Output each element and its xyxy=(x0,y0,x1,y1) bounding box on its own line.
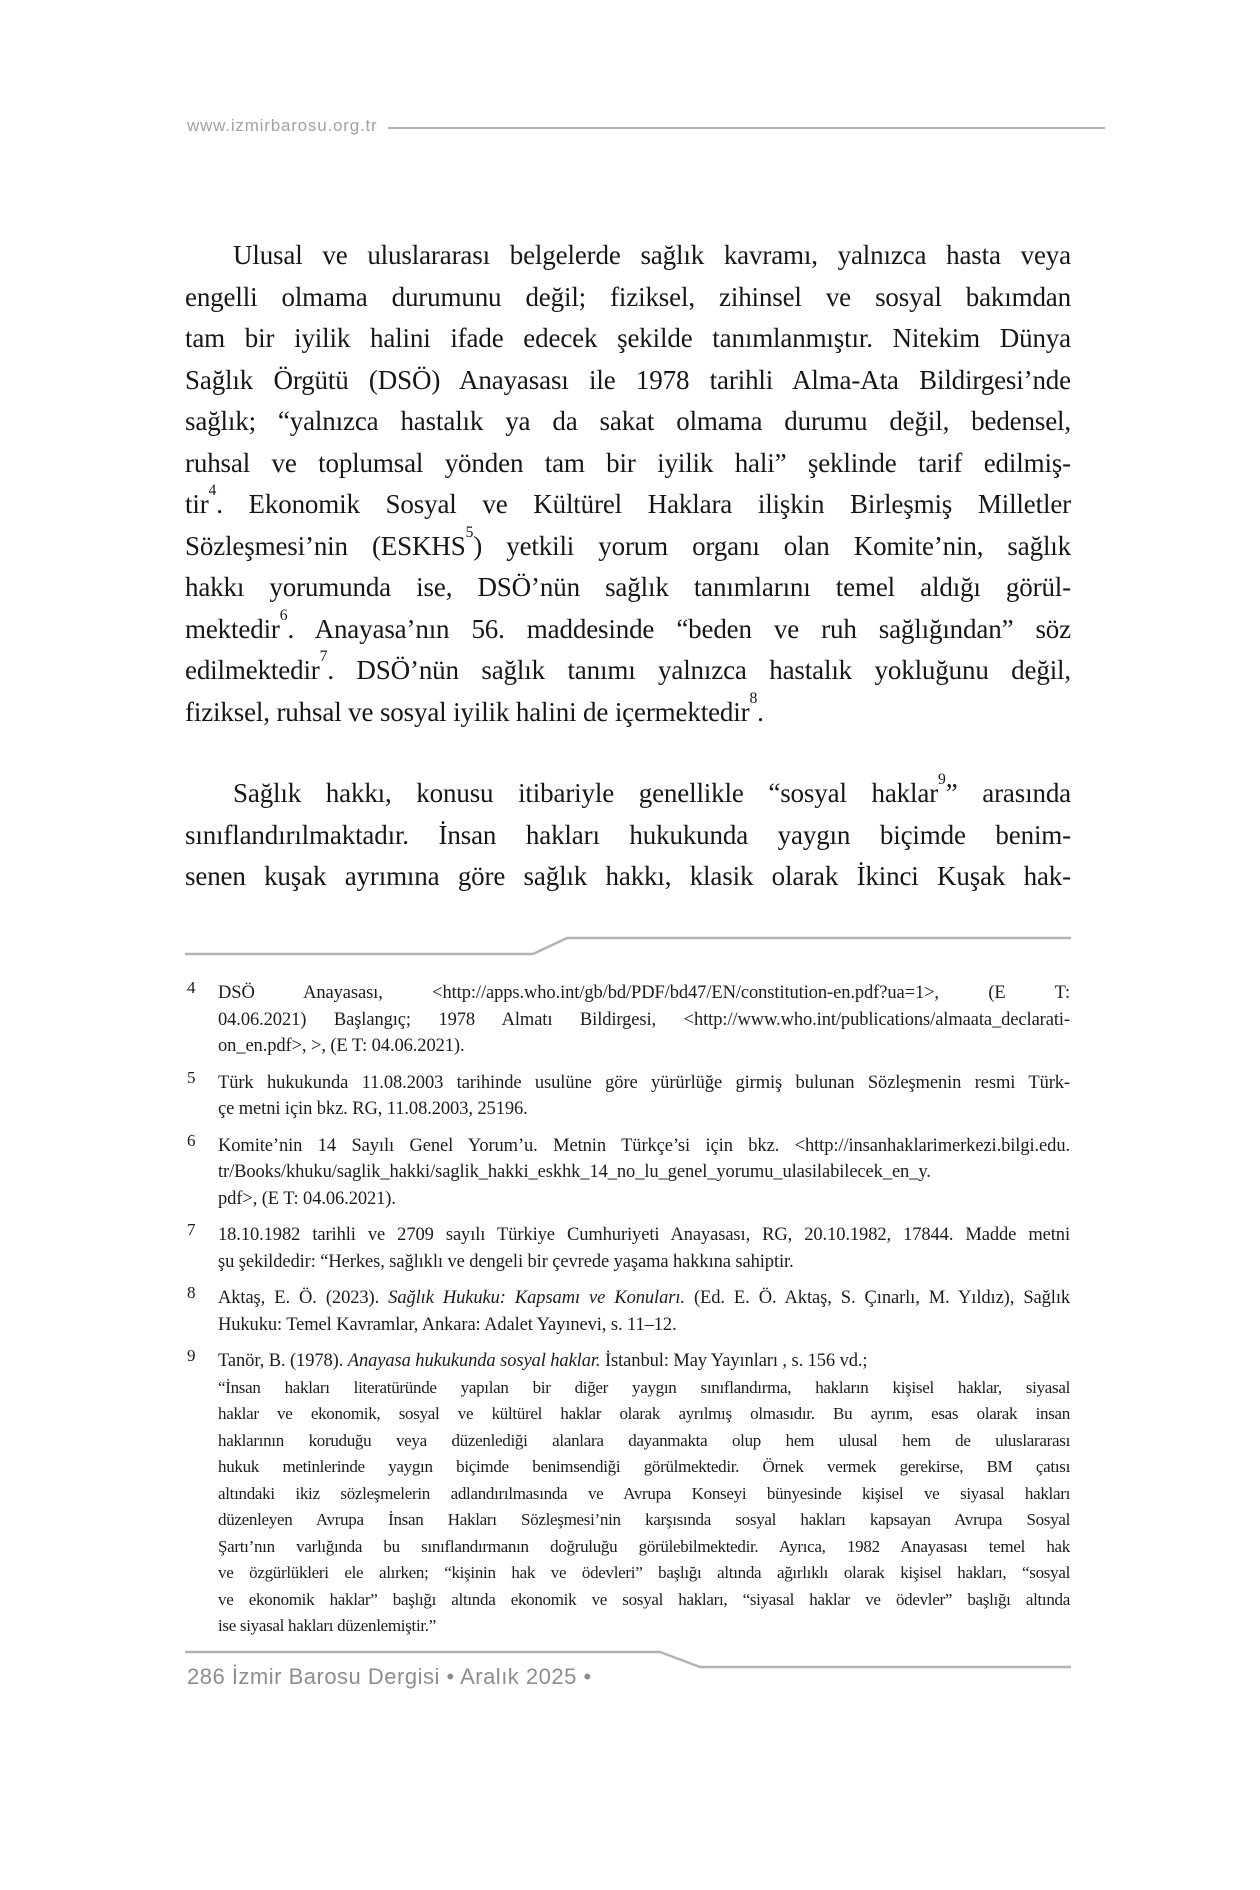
text-line xyxy=(218,1007,1070,1034)
text-segment: sınıflandırılmaktadır. İnsan hakları hukukunda yaygın biçimde benim- xyxy=(185,819,1071,850)
footnote-number: 7 xyxy=(187,1220,196,1239)
footnote-number: 8 xyxy=(187,1283,196,1302)
text-line xyxy=(185,856,1071,898)
text-line xyxy=(218,1285,1070,1312)
text-segment: 04.06.2021) Başlangıç; 1978 Almatı Bildirgesi, <http://www.who.int/publications/almaata_declarati- xyxy=(218,1009,1070,1030)
text-line xyxy=(218,1454,1070,1481)
text-segment: hakkı yorumunda ise, DSÖ’nün sağlık tanımlarını temel aldığı görül- xyxy=(185,572,1071,602)
text-line xyxy=(218,1070,1070,1097)
text-segment: Hukuku: Temel Kavramlar, Ankara: Adalet Yayınevi, s. 11–12. xyxy=(218,1314,677,1335)
text-segment: senen kuşak ayrımına göre sağlık hakkı, klasik olarak İkinci Kuşak hak- xyxy=(185,861,1071,891)
text-line xyxy=(218,1481,1070,1508)
text-line xyxy=(218,1186,1070,1213)
text-line xyxy=(218,1401,1070,1428)
text-line xyxy=(185,318,1071,360)
page-footer: 286 İzmir Barosu Dergisi • Aralık 2025 • xyxy=(187,1664,592,1689)
text-line xyxy=(185,650,1071,692)
text-segment: ve özgürlükleri ele alırken; “kişinin hak ve ödevleri” başlığı altında ağırlıklı olarak kişisel hakları, “sosyal xyxy=(218,1563,1070,1582)
text-line xyxy=(218,1312,1070,1339)
text-segment: “İnsan hakları literatüründe yapılan bir diğer yaygın sınıflandırma, hakların kişisel haklar, siyasal xyxy=(218,1377,1070,1397)
text-line xyxy=(185,443,1071,485)
text-line xyxy=(218,1428,1070,1455)
text-segment: tr/Books/khuku/saglik_hakki/saglik_hakki_eskhk_14_no_lu_genel_yorumu_ulasilabilecek_en_y. xyxy=(218,1162,931,1182)
text-segment: Tanör, B. (1978). xyxy=(218,1351,348,1371)
footnote-item xyxy=(187,1130,1070,1213)
header-rule xyxy=(388,127,1105,129)
text-line xyxy=(218,1133,1070,1160)
footnote-number: 6 xyxy=(187,1130,196,1150)
text-segment: (Ed. E. Ö. Aktaş, S. Çınarlı, M. Yıldız), Sağlık xyxy=(684,1288,1071,1308)
footnote-number: 4 xyxy=(187,978,196,997)
text-segment: düzenleyen Avrupa İnsan Hakları Sözleşmesi’nin karşısında sosyal hakları kapsayan Avrupa Sosyal xyxy=(218,1510,1070,1529)
text-segment: tam bir iyilik halini ifade edecek şekilde tanımlanmıştır. Nitekim Dünya xyxy=(185,323,1071,353)
text-segment: tir xyxy=(185,489,209,519)
text-line xyxy=(185,277,1071,319)
text-line xyxy=(185,235,1071,277)
text-segment: Komite’nin 14 Sayılı Genel Yorum’u. Metnin Türkçe’si için bkz. <http://insanhaklarimerkezi.bilgi.edu. xyxy=(218,1135,1070,1156)
text-segment: Sağlık hakkı, konusu itibariyle genellikle “sosyal haklar xyxy=(233,778,939,808)
text-line xyxy=(218,1096,1070,1123)
text-line xyxy=(218,1534,1070,1561)
text-line xyxy=(185,689,1071,734)
text-segment: Sözleşmesi’nin (ESKHS xyxy=(185,530,466,561)
text-segment: ve ekonomik haklar” başlığı altında ekonomik ve sosyal hakları, “siyasal haklar ve ödevler” başlığı altında xyxy=(218,1589,1070,1609)
text-line xyxy=(185,773,1071,815)
footnote-item xyxy=(187,1220,1070,1275)
footnote-number: 5 xyxy=(187,1067,196,1087)
text-line xyxy=(185,523,1071,568)
text-segment: fiziksel, ruhsal ve sosyal iyilik halini de içermektedir xyxy=(185,696,750,727)
text-line xyxy=(218,1375,1070,1402)
footnote-ref-superscript: 5 xyxy=(465,523,474,541)
footnote-ref-superscript: 6 xyxy=(279,606,288,624)
text-segment: edilmektedir xyxy=(185,655,320,685)
header-website-url: www.izmirbarosu.org.tr xyxy=(187,116,378,135)
text-segment: DSÖ Anayasası, <http://apps.who.int/gb/bd/PDF/bd47/EN/constitution-en.pdf?ua=1>, (E T: xyxy=(218,983,1070,1003)
footnote-separator xyxy=(185,928,1071,960)
paragraph xyxy=(185,773,1071,898)
text-segment: hukuk metinlerinde yaygın biçimde benimsendiği görülmektedir. Örnek vermek gerekirse, BM çatısı xyxy=(218,1457,1070,1476)
text-line xyxy=(218,1222,1070,1249)
body-text xyxy=(185,235,1071,898)
text-segment: . Anayasa’nın 56. maddesinde “beden ve ruh sağlığından” söz xyxy=(287,613,1071,644)
text-segment: 18.10.1982 tarihli ve 2709 sayılı Türkiye Cumhuriyeti Anayasası, RG, 20.10.1982, 17844. Madde metni xyxy=(218,1225,1070,1245)
text-segment: haklarının koruduğu veya düzenlediği alanlara dayanmakta olup hem ulusal hem de uluslararası xyxy=(218,1430,1070,1450)
text-line xyxy=(218,1033,1070,1060)
italic-title-text: Anayasa hukukunda sosyal haklar. xyxy=(347,1351,601,1371)
text-segment: haklar ve ekonomik, sosyal ve kültürel haklar olarak ayrılmış olmasıdır. Bu ayrım, esas olarak insan xyxy=(218,1404,1070,1423)
text-segment: on_en.pdf>, >, (E T: 04.06.2021). xyxy=(218,1036,465,1056)
paragraph xyxy=(185,235,1071,733)
footnote-item xyxy=(187,1067,1070,1123)
text-segment: ” arasında xyxy=(945,778,1071,808)
italic-title-text: Sağlık Hukuku: Kapsamı ve Konuları. xyxy=(388,1288,685,1308)
text-line xyxy=(218,1613,1070,1640)
text-segment: sağlık; “yalnızca hastalık ya da sakat olmama durumu değil, bedensel, xyxy=(185,406,1071,436)
footnote-ref-superscript: 7 xyxy=(319,648,328,666)
text-line xyxy=(218,1587,1070,1614)
text-segment: . Ekonomik Sosyal ve Kültürel Haklara ilişkin Birleşmiş Milletler xyxy=(216,489,1071,519)
text-segment: ruhsal ve toplumsal yönden tam bir iyilik hali” şeklinde tarif edilmiş- xyxy=(185,447,1071,478)
text-segment: altındaki ikiz sözleşmelerin adlandırılmasında ve Avrupa Konseyi bünyesinde kişisel ve siyasal hakları xyxy=(218,1483,1070,1503)
footnotes xyxy=(187,978,1071,1650)
text-segment: ise siyasal hakları düzenlemiştir.” xyxy=(218,1616,436,1635)
footnote-item xyxy=(187,978,1070,1060)
text-line xyxy=(218,1348,1070,1375)
text-segment: Sağlık Örgütü (DSÖ) Anayasası ile 1978 tarihli Alma-Ata Bildirgesi’nde xyxy=(185,364,1071,395)
text-line xyxy=(218,1560,1070,1587)
footnote-number: 9 xyxy=(187,1346,196,1365)
text-segment: engelli olmama durumunu değil; fiziksel, zihinsel ve sosyal bakımdan xyxy=(185,281,1071,312)
text-segment: ) yetkili yorum organı olan Komite’nin, sağlık xyxy=(473,530,1071,561)
text-segment: şu şekildedir: “Herkes, sağlıklı ve dengeli bir çevrede yaşama hakkına sahiptir. xyxy=(218,1251,794,1272)
footnote-ref-superscript: 8 xyxy=(749,689,758,707)
text-line xyxy=(185,606,1071,651)
text-line xyxy=(185,815,1071,857)
text-line xyxy=(218,1159,1070,1186)
footnote-ref-superscript: 9 xyxy=(938,771,946,789)
text-segment: . xyxy=(757,696,764,727)
text-segment: Aktaş, E. Ö. (2023). xyxy=(218,1288,389,1308)
text-line xyxy=(218,1249,1070,1276)
footnote-ref-superscript: 4 xyxy=(208,482,217,500)
text-segment: mektedir xyxy=(185,613,280,644)
text-line xyxy=(185,567,1071,609)
text-segment: Şartı’nın varlığında bu sınıflandırmanın doğruluğu görülebilmektedir. Ayrıca, 1982 Anayasası temel hak xyxy=(218,1536,1070,1556)
footnote-item xyxy=(187,1283,1071,1338)
text-line xyxy=(218,980,1070,1007)
text-segment: Türk hukukunda 11.08.2003 tarihinde usulüne göre yürürlüğe girmiş bulunan Sözleşmenin resmi Türk- xyxy=(218,1072,1070,1093)
text-segment: . DSÖ’nün sağlık tanımı yalnızca hastalık yokluğunu değil, xyxy=(327,655,1071,685)
text-segment: pdf>, (E T: 04.06.2021). xyxy=(218,1188,396,1209)
text-segment: Ulusal ve uluslararası belgelerde sağlık kavramı, yalnızca hasta veya xyxy=(233,240,1071,270)
text-line xyxy=(218,1507,1070,1534)
text-segment: çe metni için bkz. RG, 11.08.2003, 25196. xyxy=(218,1099,528,1119)
text-line xyxy=(185,360,1071,402)
text-segment: İstanbul: May Yayınları , s. 156 vd.; xyxy=(600,1351,868,1371)
text-line xyxy=(185,484,1071,526)
footnote-item xyxy=(187,1346,1070,1640)
text-line xyxy=(185,401,1071,443)
